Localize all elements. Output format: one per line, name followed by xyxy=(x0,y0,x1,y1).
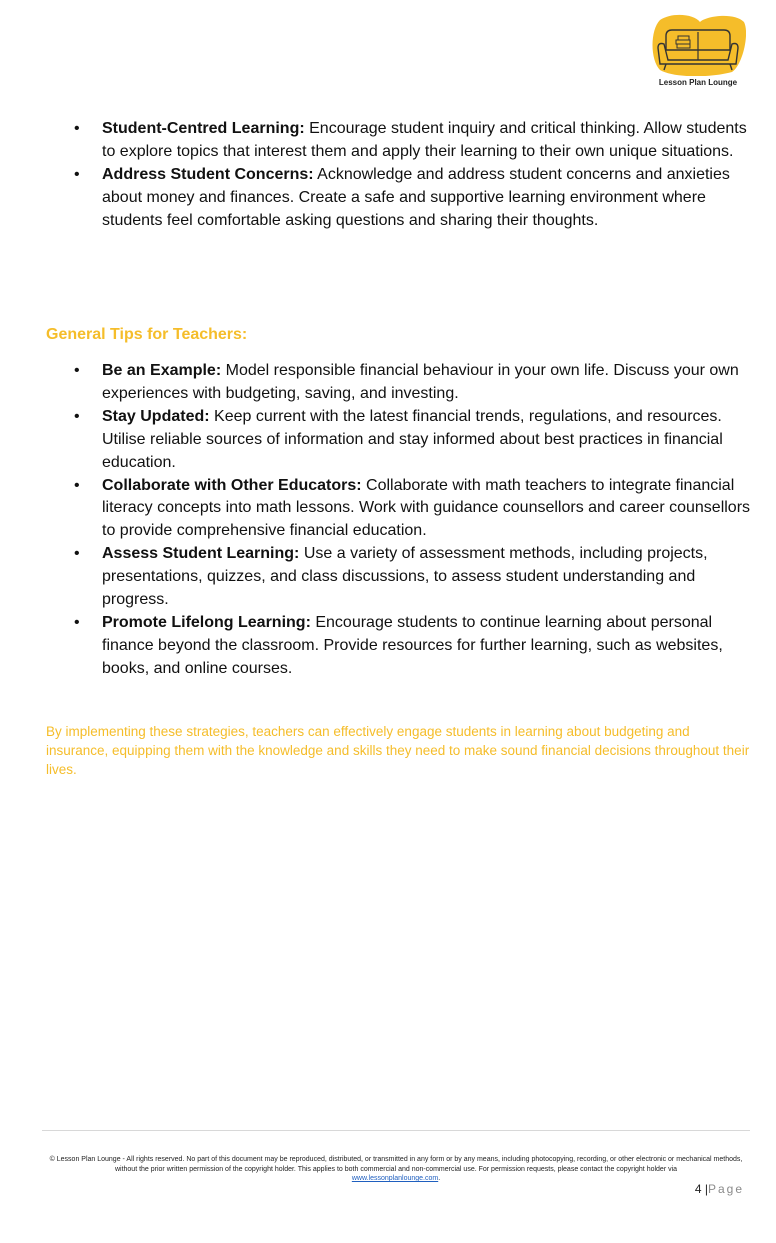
bullet-icon: • xyxy=(74,545,80,563)
item-text: Encourage student inquiry and critical thinking. Allow students to explore topics that interest them and apply their learning to their own unique situations. xyxy=(102,120,747,160)
list-item xyxy=(46,406,752,475)
website-link[interactable]: www.lessonplanlounge.com xyxy=(351,1175,439,1182)
list-item xyxy=(46,543,752,612)
logo-text: Lesson Plan Lounge xyxy=(658,78,738,87)
bullet-icon: • xyxy=(74,613,80,631)
closing-paragraph: By implementing these strategies, teachers can effectively engage students in learning about budgeting and insurance, equipping them with the knowledge and skills they need to make sound financial decisions throughout their lives. xyxy=(46,724,750,777)
copyright-text: © Lesson Plan Lounge - All rights reserved. No part of this document may be reproduced, distributed, or transmitted in any form or by any means, including photocopying, recording, or other electronic or mechanical methods, without the prior written permission of the copyright holder. This applies to both commercial and non-commercial use. For permission requests, please contact the copyright holder via xyxy=(49,1156,743,1173)
list-item xyxy=(46,164,752,233)
intro-bullet-list xyxy=(46,118,752,233)
item-title: Stay Updated: xyxy=(102,407,210,425)
list-item xyxy=(46,360,752,406)
footer-copyright xyxy=(46,1155,746,1184)
item-text: Keep current with the latest financial trends, regulations, and resources. Utilise reliable sources of information and stay informed about best practices in financial education. xyxy=(102,407,723,471)
section-heading: General Tips for Teachers: xyxy=(46,326,248,343)
item-title: Assess Student Learning: xyxy=(102,545,300,563)
bullet-icon: • xyxy=(74,476,80,494)
page-label: Page xyxy=(707,1182,744,1196)
list-item xyxy=(46,475,752,544)
footer-divider xyxy=(42,1130,750,1131)
item-title: Promote Lifelong Learning: xyxy=(102,613,311,631)
item-title: Be an Example: xyxy=(102,362,222,379)
item-title: Student-Centred Learning: xyxy=(102,120,305,137)
page-separator: | xyxy=(704,1182,708,1196)
bullet-icon: • xyxy=(74,165,80,183)
sofa-logo-icon xyxy=(650,14,746,76)
item-text: Encourage students to continue learning about personal finance beyond the classroom. Provide resources for further learning, such as websites, books, and online courses. xyxy=(102,613,723,677)
bullet-icon: • xyxy=(74,362,80,379)
list-item xyxy=(46,612,752,681)
bullet-icon: • xyxy=(74,120,80,137)
item-title: Collaborate with Other Educators: xyxy=(102,476,362,494)
bullet-icon: • xyxy=(74,407,80,425)
item-text: Use a variety of assessment methods, including projects, presentations, quizzes, and class discussions, to assess student understanding and progress. xyxy=(102,545,708,609)
list-item xyxy=(46,118,752,164)
item-text: Model responsible financial behaviour in your own life. Discuss your own experiences with budgeting, saving, and investing. xyxy=(102,362,739,402)
tips-bullet-list xyxy=(46,360,752,681)
page-number-value: 4 xyxy=(694,1182,702,1196)
item-title: Address Student Concerns: xyxy=(102,165,314,183)
item-text: Acknowledge and address student concerns and anxieties about money and finances. Create a safe and supportive learning environment where students feel comfortable asking questions and sharing their thoughts. xyxy=(102,165,730,229)
logo xyxy=(648,14,748,92)
item-text: Collaborate with math teachers to integrate financial literacy concepts into math lessons. Work with guidance counsellors and career counsellors to provide comprehensive financial education. xyxy=(102,476,751,540)
page-number xyxy=(695,1182,744,1196)
link-suffix: . xyxy=(438,1175,441,1182)
